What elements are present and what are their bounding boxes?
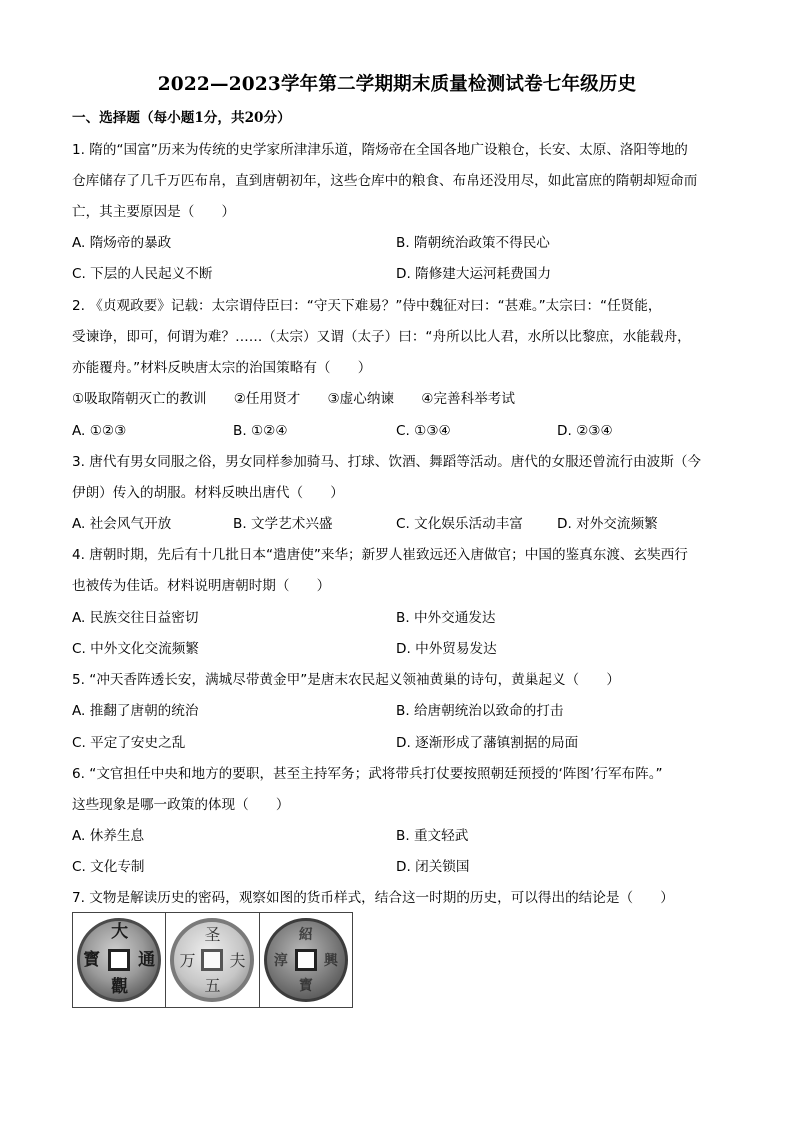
question-5-line-1: 5. “冲天香阵透长安，满城尽带黄金甲”是唐末农民起义领袖黄巢的诗句，黄巢起义（ ）: [72, 672, 620, 688]
question-5-option-a: A. 推翻了唐朝的统治: [72, 703, 199, 719]
question-3-option-c: C. 文化娱乐活动丰富: [396, 516, 523, 532]
question-3-line-1: 3. 唐代有男女同服之俗，男女同样参加骑马、打球、饮酒、舞蹈等活动。唐代的女服还曾流行由波斯（今: [72, 454, 702, 470]
question-6-line-2: 这些现象是哪一政策的体现（ ）: [72, 797, 290, 813]
coin-2-glyph-left: 万: [179, 951, 196, 970]
coin-2-glyph-right: 夫: [229, 951, 246, 970]
question-4-option-b: B. 中外交通发达: [396, 610, 496, 626]
coin-square-hole: [108, 949, 130, 971]
question-3-option-d: D. 对外交流频繁: [557, 516, 658, 532]
question-1-line-2: 仓库储存了几千万匹布帛，直到唐朝初年，这些仓库中的粮食、布帛还没用尽，如此富庶的隋朝却短命而: [72, 173, 698, 189]
question-2-line-2: 受谏诤，即可，何谓为难？……（太宗）又谓（太子）曰：“舟所以比人君，水所以比黎庶，水能载舟，: [72, 329, 691, 345]
question-5-option-c: C. 平定了安史之乱: [72, 735, 186, 751]
question-2-line-1: 2. 《贞观政要》记载：太宗谓侍臣曰：“守天下难易？”侍中魏征对曰：“甚难。”太宗曰：“任贤能，: [72, 298, 662, 314]
question-1-option-d: D. 隋修建大运河耗费国力: [396, 266, 552, 282]
question-4-line-1: 4. 唐朝时期，先后有十几批日本“遣唐使”来华；新罗人崔致远还入唐做官；中国的鉴真东渡、玄奘西行: [72, 547, 688, 563]
section-heading: 一、选择题（每小题1分，共20分）: [72, 110, 291, 126]
question-2-option-b: B. ①②④: [233, 423, 288, 439]
question-3-option-a: A. 社会风气开放: [72, 516, 172, 532]
question-4-option-d: D. 中外贸易发达: [396, 641, 497, 657]
question-4-option-c: C. 中外文化交流频繁: [72, 641, 199, 657]
coin-3-glyph-bottom: 寳: [298, 978, 313, 994]
coin-3-glyph-top: 紹: [298, 927, 313, 943]
coin-cell-1: [73, 913, 166, 1007]
coin-image-1: [77, 918, 161, 1002]
question-1-option-a: A. 隋炀帝的暴政: [72, 235, 172, 251]
question-6-option-a: A. 休养生息: [72, 828, 145, 844]
question-6-option-d: D. 闭关锁国: [396, 859, 470, 875]
question-2-line-3: 亦能覆舟。”材料反映唐太宗的治国策略有（ ）: [72, 360, 372, 376]
coin-square-hole: [295, 949, 317, 971]
question-2-option-c: C. ①③④: [396, 423, 451, 439]
question-4-line-2: 也被传为佳话。材料说明唐朝时期（ ）: [72, 578, 331, 594]
coin-1-glyph-bottom: 觀: [111, 977, 129, 997]
page-title: 2022—2023学年第二学期期末质量检测试卷七年级历史: [157, 74, 637, 95]
question-1-option-c: C. 下层的人民起义不断: [72, 266, 213, 282]
coin-figure: [72, 912, 353, 1008]
coin-1-glyph-left: 寳: [83, 950, 101, 970]
coin-3-glyph-right: 興: [323, 953, 338, 969]
question-2-option-a: A. ①②③: [72, 423, 127, 439]
question-1-option-b: B. 隋朝统治政策不得民心: [396, 235, 550, 251]
question-6-option-c: C. 文化专制: [72, 859, 145, 875]
coin-cell-2: [166, 913, 259, 1007]
question-1-line-1: 1. 隋的“国富”历来为传统的史学家所津津乐道，隋炀帝在全国各地广设粮仓，长安、太原、洛阳等地的: [72, 142, 688, 158]
question-7-line-1: 7. 文物是解读历史的密码，观察如图的货币样式，结合这一时期的历史，可以得出的结论是（ ）: [72, 890, 674, 906]
coin-square-hole: [201, 949, 223, 971]
question-5-option-b: B. 给唐朝统治以致命的打击: [396, 703, 564, 719]
question-2-line-4: ①吸取隋朝灭亡的教训 ②任用贤才 ③虚心纳谏 ④完善科举考试: [72, 391, 515, 407]
coin-cell-3: [260, 913, 352, 1007]
coin-1-glyph-top: 大: [111, 922, 129, 942]
question-2-option-d: D. ②③④: [557, 423, 613, 439]
coin-image-2: [170, 918, 254, 1002]
coin-image-3: [264, 918, 348, 1002]
coin-2-glyph-bottom: 五: [204, 976, 221, 995]
coin-3-glyph-left: 淳: [273, 953, 288, 969]
question-6-option-b: B. 重文轻武: [396, 828, 469, 844]
question-3-line-2: 伊朗）传入的胡服。材料反映出唐代（ ）: [72, 485, 344, 501]
coin-1-glyph-right: 通: [138, 950, 156, 970]
question-5-option-d: D. 逐渐形成了藩镇割据的局面: [396, 735, 579, 751]
question-6-line-1: 6. “文官担任中央和地方的要职，甚至主持军务；武将带兵打仗要按照朝廷预授的‘阵图’行军布阵。”: [72, 766, 663, 782]
question-1-line-3: 亡，其主要原因是（ ）: [72, 204, 236, 220]
coin-2-glyph-top: 圣: [204, 925, 221, 944]
question-3-option-b: B. 文学艺术兴盛: [233, 516, 333, 532]
question-4-option-a: A. 民族交往日益密切: [72, 610, 199, 626]
